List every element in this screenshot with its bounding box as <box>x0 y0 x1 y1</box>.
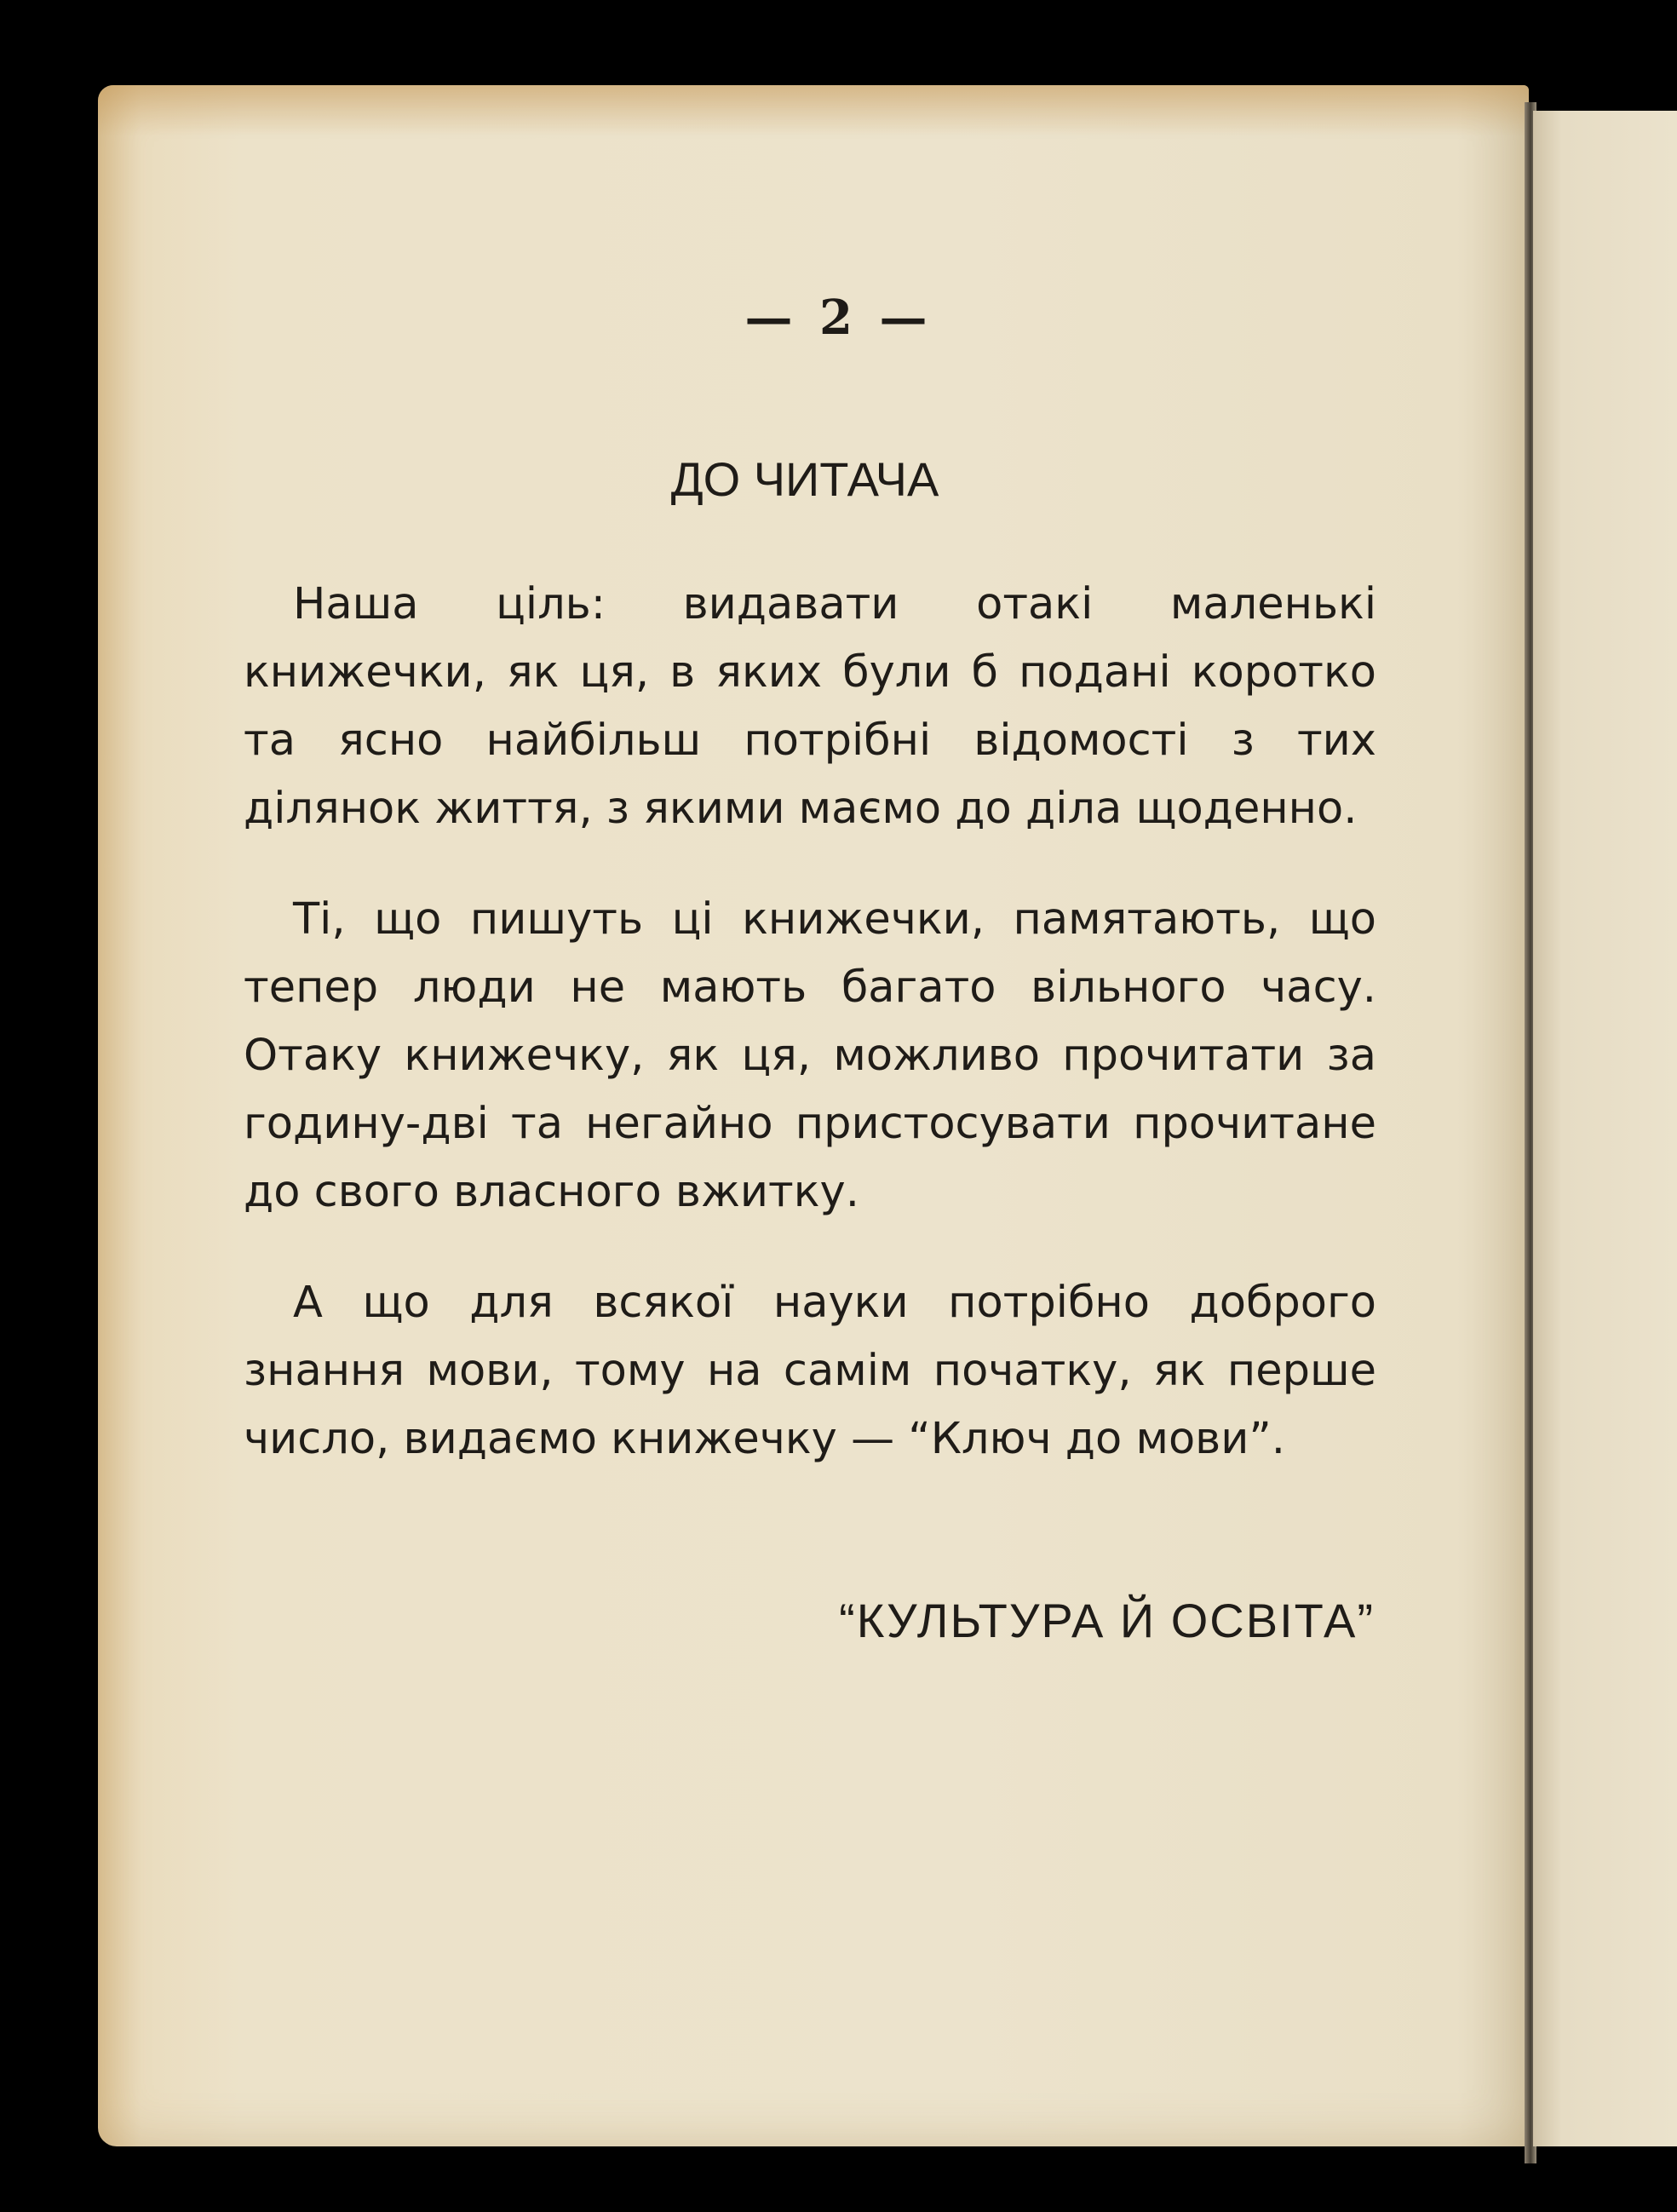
page-number: — 2 — <box>744 290 933 346</box>
paragraph-1: Наша ціль: видавати отакі маленькі книжечки, як ця, в яких були б подані коротко та ясно найбільш потрібні відомості з тих ділянок життя, з якими маємо до діла щоденно. <box>244 579 1376 834</box>
page-heading: ДО ЧИТАЧА <box>670 452 939 506</box>
paragraph-2: Ті, що пишуть ці книжечки, памятають, що тепер люди не мають багато вільного часу. Отаку книжечку, як ця, можливо прочитати за годину-дві та негайно пристосувати прочитане до свого власного вжитку. <box>244 894 1376 1217</box>
paragraph-3: А що для всякої науки потрібно доброго знання мови, тому на самім початку, як перше число, видаємо книжечку — “Ключ до мови”. <box>244 1278 1376 1464</box>
body-text <box>244 571 1376 1516</box>
right-page-edge <box>1533 111 1677 2146</box>
publisher-signature: “КУЛЬТУРА Й ОСВІТА” <box>839 1594 1375 1647</box>
